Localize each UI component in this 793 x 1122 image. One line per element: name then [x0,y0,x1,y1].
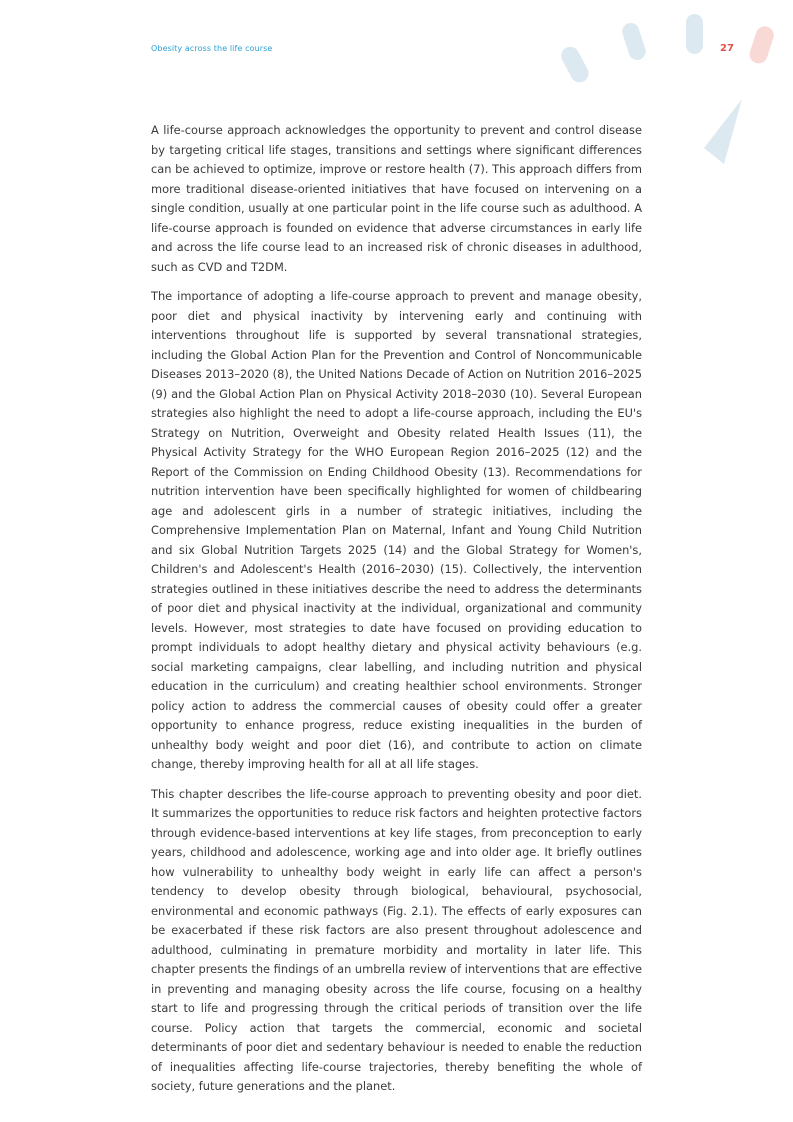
running-title: Obesity across the life course [151,44,273,53]
decor-dash-red [747,24,776,66]
decor-dash-blue-1 [558,44,592,86]
paragraph-1: A life-course approach acknowledges the opportunity to prevent and control disease by targeting critical life stages, transitions and settings where significant differences can be achieved to optimize, improve or restore health (7). This approach differs from more traditional disease-oriented initiatives that have focused on intervening on a single condition, usually at one particular point in the life course such as adulthood. A life-course approach is founded on evidence that adverse circumstances in early life and across the life course lead to an increased risk of chronic diseases in adulthood, such as CVD and T2DM. [151,123,642,274]
decor-dash-blue-2 [620,21,648,62]
paragraph-3: This chapter describes the life-course approach to preventing obesity and poor diet. It summarizes the opportunities to reduce risk factors and heighten protective factors through evidence-based interventions at key life stages, from preconception to early years, childhood and adolescence, working age and into older age. It briefly outlines how vulnerability to unhealthy body weight in early life can affect a person's tendency to develop obesity through biological, behavioural, psychosocial, environmental and economic pathways (Fig. 2.1). The effects of early exposures can be exacerbated if these risk factors are also present throughout adolescence and adulthood, culminating in premature morbidity and mortality in later life. This chapter presents the findings of an umbrella review of interventions that are effective in preventing and managing obesity across the life course, focusing on a healthy start to life and progressing through the critical periods of transition over the life course. Policy action that targets the commercial, economic and societal determinants of poor diet and sedentary behaviour is needed to enable the reduction of inequalities affecting life-course trajectories, thereby benefiting the whole of society, future generations and the planet. [151,786,642,1093]
body-text [151,121,642,1107]
decor-dash-blue-3 [686,14,703,54]
paragraph-2: The importance of adopting a life-course approach to prevent and manage obesity, poor diet and physical inactivity by intervening early and continuing with interventions throughout life is supported by several transnational strategies, including the Global Action Plan for the Prevention and Control of Noncommunicable Diseases 2013–2020 (8), the United Nations Decade of Action on Nutrition 2016–2025 (9) and the Global Action Plan on Physical Activity 2018–2030 (10). Several European strategies also highlight the need to adopt a life-course approach, including the EU's Strategy on Nutrition, Overweight and Obesity related Health Issues (11), the Physical Activity Strategy for the WHO European Region 2016–2025 (12) and the Report of the Commission on Ending Childhood Obesity (13). Recommendations for nutrition intervention have been specifically highlighted for women of childbearing age and adolescent girls in a number of strategic initiatives, including the Comprehensive Implementation Plan on Maternal, Infant and Young Child Nutrition and six Global Nutrition Targets 2025 (14) and the Global Strategy for Women's, Children's and Adolescent's Health (2016–2030) (15). Collectively, the intervention strategies outlined in these initiatives describe the need to address the determinants of poor diet and physical inactivity at the individual, organizational and community levels. However, most strategies to date have focused on providing education to prompt individuals to adopt healthy dietary and physical activity behaviours (e.g. social marketing campaigns, clear labelling, and including nutrition and physical education in the curriculum) and creating healthier school environments. Stronger policy action to address the commercial causes of obesity could offer a greater opportunity to enhance progress, reduce existing inequalities in the burden of unhealthy body weight and poor diet (16), and contribute to action on climate change, thereby improving health for all at all life stages. [151,289,643,771]
page-number: 27 [720,43,734,54]
decor-triangle [704,99,742,164]
